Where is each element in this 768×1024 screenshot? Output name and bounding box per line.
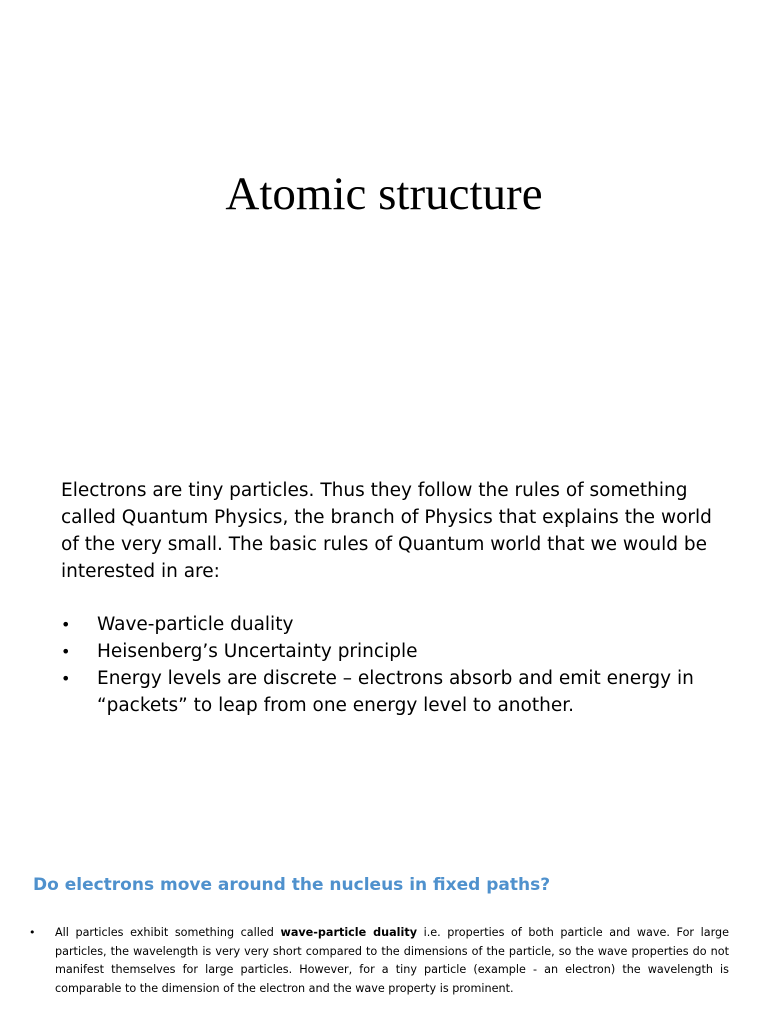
list-item-text: Energy levels are discrete – electrons absorb and emit energy in “packets” to leap from one energy level to another. [97, 668, 694, 716]
list-item [29, 924, 729, 998]
list-item-text: Heisenberg’s Uncertainty principle [97, 641, 418, 662]
list-item-text: Wave-particle duality [97, 614, 294, 635]
list-item [61, 611, 721, 638]
bullet-icon: • [29, 926, 36, 939]
bullet-icon: • [61, 669, 71, 688]
detail-text-part2: i.e. properties of both particle and wave. For large particles, the wavelength is very very short compared to the dimensions of the particle, so the wave properties do not manifest themselves for large particles. However, for a tiny particle (example - an electron) the wavelength is comparable to the dimension of the electron and the wave property is prominent. [55, 926, 729, 995]
intro-paragraph: Electrons are tiny particles. Thus they follow the rules of something called Quantum Physics, the branch of Physics that explains the world of the very small. The basic rules of Quantum world that we would be interested in are: [61, 480, 712, 582]
detail-bold-term: wave-particle duality [280, 926, 417, 939]
detail-list [29, 924, 729, 998]
page-title: Atomic structure [225, 168, 543, 220]
list-item [61, 665, 721, 719]
list-item [61, 638, 721, 665]
bullet-icon: • [61, 642, 71, 661]
detail-text-part1: All particles exhibit something called [55, 926, 281, 939]
bullet-icon: • [61, 615, 71, 634]
principles-list [61, 611, 721, 719]
section-heading: Do electrons move around the nucleus in fixed paths? [33, 875, 551, 895]
